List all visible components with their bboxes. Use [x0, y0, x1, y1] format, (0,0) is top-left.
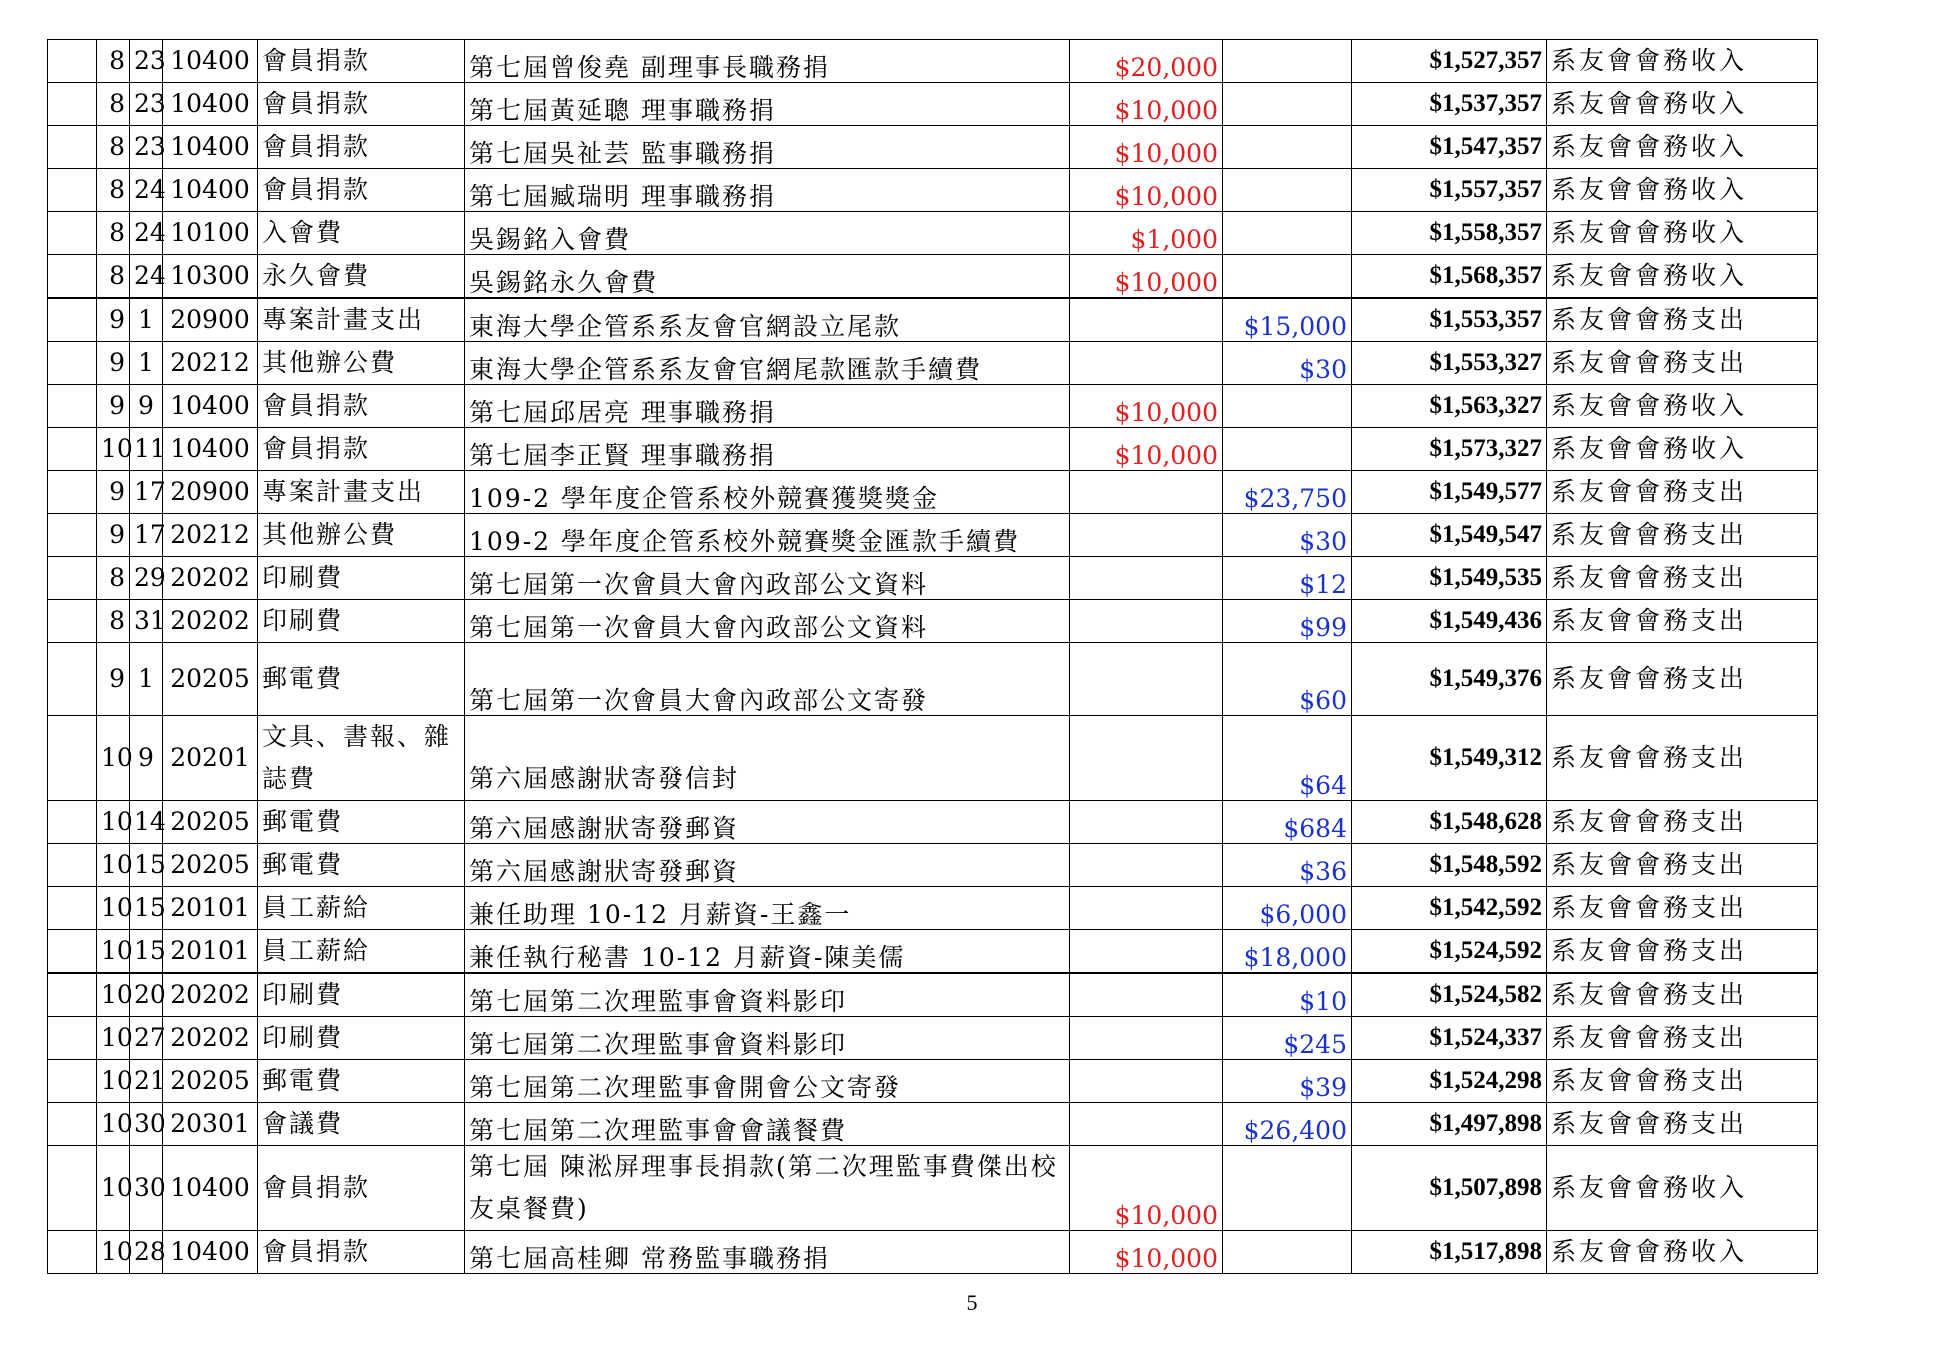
- category-cell: 入會費: [258, 212, 465, 255]
- account-code-cell: 10400: [163, 428, 258, 471]
- category-cell: 其他辦公費: [258, 514, 465, 557]
- expense-amount-cell: $30: [1223, 514, 1352, 557]
- month-cell: 8: [97, 212, 130, 255]
- balance-cell: $1,549,376: [1352, 643, 1547, 716]
- month-cell: 9: [97, 471, 130, 514]
- row-spacer-cell: [48, 428, 97, 471]
- category-cell: 會員捐款: [258, 428, 465, 471]
- account-code-cell: 10300: [163, 255, 258, 299]
- row-spacer-cell: [48, 930, 97, 974]
- month-cell: 10: [97, 716, 130, 801]
- day-cell: 30: [130, 1103, 163, 1146]
- income-amount-cell: [1070, 643, 1223, 716]
- account-code-cell: 20301: [163, 1103, 258, 1146]
- month-cell: 8: [97, 600, 130, 643]
- description-cell: 第七屆第一次會員大會內政部公文寄發: [465, 643, 1070, 716]
- balance-cell: $1,542,592: [1352, 887, 1547, 930]
- month-cell: 8: [97, 126, 130, 169]
- expense-amount-cell: $60: [1223, 643, 1352, 716]
- row-spacer-cell: [48, 298, 97, 342]
- row-spacer-cell: [48, 1231, 97, 1274]
- category-cell: 永久會費: [258, 255, 465, 299]
- expense-amount-cell: [1223, 255, 1352, 299]
- row-spacer-cell: [48, 385, 97, 428]
- account-code-cell: 20201: [163, 716, 258, 801]
- entry-type-cell: 系友會會務支出: [1547, 600, 1818, 643]
- description-cell: 吳錫銘入會費: [465, 212, 1070, 255]
- balance-cell: $1,553,357: [1352, 298, 1547, 342]
- table-row: [48, 1060, 1818, 1103]
- day-cell: 31: [130, 600, 163, 643]
- category-cell: 郵電費: [258, 844, 465, 887]
- row-spacer-cell: [48, 973, 97, 1017]
- day-cell: 1: [130, 643, 163, 716]
- month-cell: 8: [97, 557, 130, 600]
- income-amount-cell: [1070, 471, 1223, 514]
- day-cell: 9: [130, 716, 163, 801]
- account-code-cell: 20202: [163, 973, 258, 1017]
- day-cell: 24: [130, 212, 163, 255]
- table-row: [48, 643, 1818, 716]
- row-spacer-cell: [48, 342, 97, 385]
- table-row: [48, 298, 1818, 342]
- row-spacer-cell: [48, 1146, 97, 1231]
- entry-type-cell: 系友會會務支出: [1547, 514, 1818, 557]
- expense-amount-cell: $10: [1223, 973, 1352, 1017]
- expense-amount-cell: [1223, 1146, 1352, 1231]
- income-amount-cell: [1070, 1060, 1223, 1103]
- description-cell: 109-2 學年度企管系校外競賽獎金匯款手續費: [465, 514, 1070, 557]
- day-cell: 15: [130, 930, 163, 974]
- account-code-cell: 20205: [163, 643, 258, 716]
- category-cell: 郵電費: [258, 643, 465, 716]
- account-code-cell: 10400: [163, 40, 258, 83]
- account-code-cell: 10400: [163, 385, 258, 428]
- row-spacer-cell: [48, 801, 97, 844]
- day-cell: 15: [130, 887, 163, 930]
- account-code-cell: 20101: [163, 887, 258, 930]
- table-row: [48, 1231, 1818, 1274]
- category-cell: 郵電費: [258, 1060, 465, 1103]
- income-amount-cell: $10,000: [1070, 126, 1223, 169]
- table-row: [48, 428, 1818, 471]
- month-cell: 8: [97, 255, 130, 299]
- account-code-cell: 20212: [163, 514, 258, 557]
- table-row: [48, 844, 1818, 887]
- description-cell: 第七屆第二次理監事會開會公文寄發: [465, 1060, 1070, 1103]
- day-cell: 23: [130, 40, 163, 83]
- row-spacer-cell: [48, 1060, 97, 1103]
- income-amount-cell: $10,000: [1070, 83, 1223, 126]
- income-amount-cell: $10,000: [1070, 255, 1223, 299]
- page-number: 5: [966, 1290, 978, 1315]
- day-cell: 15: [130, 844, 163, 887]
- row-spacer-cell: [48, 1017, 97, 1060]
- expense-amount-cell: $23,750: [1223, 471, 1352, 514]
- income-amount-cell: [1070, 342, 1223, 385]
- account-code-cell: 20212: [163, 342, 258, 385]
- expense-amount-cell: [1223, 83, 1352, 126]
- expense-amount-cell: [1223, 428, 1352, 471]
- account-code-cell: 20202: [163, 600, 258, 643]
- month-cell: 10: [97, 428, 130, 471]
- table-row: [48, 801, 1818, 844]
- balance-cell: $1,549,547: [1352, 514, 1547, 557]
- account-code-cell: 20900: [163, 471, 258, 514]
- description-cell: 第七屆 陳淞屏理事長捐款(第二次理監事費傑出校友桌餐費): [465, 1146, 1070, 1231]
- row-spacer-cell: [48, 557, 97, 600]
- account-code-cell: 10400: [163, 83, 258, 126]
- balance-cell: $1,549,436: [1352, 600, 1547, 643]
- day-cell: 14: [130, 801, 163, 844]
- row-spacer-cell: [48, 212, 97, 255]
- category-cell: 印刷費: [258, 557, 465, 600]
- category-cell: 會員捐款: [258, 83, 465, 126]
- row-spacer-cell: [48, 716, 97, 801]
- table-row: [48, 385, 1818, 428]
- category-cell: 員工薪給: [258, 887, 465, 930]
- table-row: [48, 40, 1818, 83]
- ledger-body: [48, 40, 1818, 1274]
- income-amount-cell: $20,000: [1070, 40, 1223, 83]
- table-row: [48, 600, 1818, 643]
- row-spacer-cell: [48, 1103, 97, 1146]
- month-cell: 9: [97, 342, 130, 385]
- account-code-cell: 20202: [163, 1017, 258, 1060]
- entry-type-cell: 系友會會務收入: [1547, 169, 1818, 212]
- description-cell: 第七屆第二次理監事會資料影印: [465, 1017, 1070, 1060]
- entry-type-cell: 系友會會務支出: [1547, 801, 1818, 844]
- expense-amount-cell: $39: [1223, 1060, 1352, 1103]
- description-cell: 第七屆臧瑞明 理事職務捐: [465, 169, 1070, 212]
- income-amount-cell: [1070, 600, 1223, 643]
- balance-cell: $1,548,628: [1352, 801, 1547, 844]
- expense-amount-cell: $30: [1223, 342, 1352, 385]
- balance-cell: $1,527,357: [1352, 40, 1547, 83]
- month-cell: 10: [97, 844, 130, 887]
- month-cell: 10: [97, 1103, 130, 1146]
- income-amount-cell: [1070, 514, 1223, 557]
- entry-type-cell: 系友會會務支出: [1547, 1017, 1818, 1060]
- month-cell: 10: [97, 1017, 130, 1060]
- day-cell: 28: [130, 1231, 163, 1274]
- expense-amount-cell: $12: [1223, 557, 1352, 600]
- entry-type-cell: 系友會會務收入: [1547, 126, 1818, 169]
- table-row: [48, 83, 1818, 126]
- category-cell: 會員捐款: [258, 1231, 465, 1274]
- expense-amount-cell: $245: [1223, 1017, 1352, 1060]
- balance-cell: $1,547,357: [1352, 126, 1547, 169]
- account-code-cell: 20202: [163, 557, 258, 600]
- income-amount-cell: $10,000: [1070, 428, 1223, 471]
- expense-amount-cell: [1223, 212, 1352, 255]
- table-row: [48, 342, 1818, 385]
- balance-cell: $1,557,357: [1352, 169, 1547, 212]
- day-cell: 17: [130, 471, 163, 514]
- day-cell: 9: [130, 385, 163, 428]
- income-amount-cell: [1070, 298, 1223, 342]
- expense-amount-cell: [1223, 169, 1352, 212]
- row-spacer-cell: [48, 169, 97, 212]
- expense-amount-cell: [1223, 40, 1352, 83]
- row-spacer-cell: [48, 844, 97, 887]
- balance-cell: $1,558,357: [1352, 212, 1547, 255]
- category-cell: 專案計畫支出: [258, 471, 465, 514]
- table-row: [48, 1146, 1818, 1231]
- category-cell: 會員捐款: [258, 126, 465, 169]
- month-cell: 10: [97, 930, 130, 974]
- account-code-cell: 20101: [163, 930, 258, 974]
- entry-type-cell: 系友會會務支出: [1547, 557, 1818, 600]
- month-cell: 10: [97, 973, 130, 1017]
- row-spacer-cell: [48, 600, 97, 643]
- balance-cell: $1,524,592: [1352, 930, 1547, 974]
- description-cell: 第七屆吳祉芸 監事職務捐: [465, 126, 1070, 169]
- description-cell: 第七屆黃延聰 理事職務捐: [465, 83, 1070, 126]
- month-cell: 8: [97, 83, 130, 126]
- category-cell: 會員捐款: [258, 385, 465, 428]
- income-amount-cell: [1070, 1017, 1223, 1060]
- category-cell: 會員捐款: [258, 40, 465, 83]
- day-cell: 27: [130, 1017, 163, 1060]
- day-cell: 1: [130, 342, 163, 385]
- balance-cell: $1,548,592: [1352, 844, 1547, 887]
- expense-amount-cell: $26,400: [1223, 1103, 1352, 1146]
- balance-cell: $1,568,357: [1352, 255, 1547, 299]
- row-spacer-cell: [48, 255, 97, 299]
- entry-type-cell: 系友會會務支出: [1547, 1103, 1818, 1146]
- month-cell: 9: [97, 298, 130, 342]
- day-cell: 11: [130, 428, 163, 471]
- description-cell: 第七屆李正賢 理事職務捐: [465, 428, 1070, 471]
- month-cell: 8: [97, 40, 130, 83]
- category-cell: 會員捐款: [258, 1146, 465, 1231]
- account-code-cell: 20205: [163, 1060, 258, 1103]
- balance-cell: $1,524,337: [1352, 1017, 1547, 1060]
- income-amount-cell: [1070, 973, 1223, 1017]
- balance-cell: $1,537,357: [1352, 83, 1547, 126]
- description-cell: 第七屆曾俊堯 副理事長職務捐: [465, 40, 1070, 83]
- balance-cell: $1,524,582: [1352, 973, 1547, 1017]
- expense-amount-cell: $18,000: [1223, 930, 1352, 974]
- description-cell: 第七屆第二次理監事會會議餐費: [465, 1103, 1070, 1146]
- description-cell: 第七屆邱居亮 理事職務捐: [465, 385, 1070, 428]
- balance-cell: $1,507,898: [1352, 1146, 1547, 1231]
- account-code-cell: 20205: [163, 844, 258, 887]
- day-cell: 23: [130, 126, 163, 169]
- income-amount-cell: [1070, 930, 1223, 974]
- account-code-cell: 10400: [163, 169, 258, 212]
- month-cell: 9: [97, 514, 130, 557]
- description-cell: 東海大學企管系系友會官網尾款匯款手續費: [465, 342, 1070, 385]
- description-cell: 兼任執行秘書 10-12 月薪資-陳美儒: [465, 930, 1070, 974]
- day-cell: 23: [130, 83, 163, 126]
- description-cell: 第七屆第一次會員大會內政部公文資料: [465, 600, 1070, 643]
- row-spacer-cell: [48, 471, 97, 514]
- month-cell: 10: [97, 801, 130, 844]
- balance-cell: $1,549,577: [1352, 471, 1547, 514]
- month-cell: 9: [97, 385, 130, 428]
- balance-cell: $1,524,298: [1352, 1060, 1547, 1103]
- day-cell: 29: [130, 557, 163, 600]
- account-code-cell: 10400: [163, 1146, 258, 1231]
- day-cell: 24: [130, 169, 163, 212]
- expense-amount-cell: [1223, 126, 1352, 169]
- day-cell: 1: [130, 298, 163, 342]
- category-cell: 專案計畫支出: [258, 298, 465, 342]
- description-cell: 第六屆感謝狀寄發郵資: [465, 844, 1070, 887]
- table-row: [48, 471, 1818, 514]
- row-spacer-cell: [48, 126, 97, 169]
- entry-type-cell: 系友會會務支出: [1547, 930, 1818, 974]
- income-amount-cell: [1070, 716, 1223, 801]
- row-spacer-cell: [48, 887, 97, 930]
- entry-type-cell: 系友會會務收入: [1547, 83, 1818, 126]
- entry-type-cell: 系友會會務收入: [1547, 212, 1818, 255]
- expense-amount-cell: $99: [1223, 600, 1352, 643]
- day-cell: 20: [130, 973, 163, 1017]
- entry-type-cell: 系友會會務收入: [1547, 40, 1818, 83]
- entry-type-cell: 系友會會務收入: [1547, 428, 1818, 471]
- day-cell: 17: [130, 514, 163, 557]
- expense-amount-cell: $684: [1223, 801, 1352, 844]
- month-cell: 10: [97, 1146, 130, 1231]
- entry-type-cell: 系友會會務支出: [1547, 844, 1818, 887]
- account-code-cell: 20900: [163, 298, 258, 342]
- account-code-cell: 10100: [163, 212, 258, 255]
- income-amount-cell: $10,000: [1070, 385, 1223, 428]
- income-amount-cell: [1070, 1103, 1223, 1146]
- category-cell: 印刷費: [258, 973, 465, 1017]
- description-cell: 吳錫銘永久會費: [465, 255, 1070, 299]
- day-cell: 21: [130, 1060, 163, 1103]
- month-cell: 9: [97, 643, 130, 716]
- entry-type-cell: 系友會會務收入: [1547, 385, 1818, 428]
- description-cell: 第七屆高桂卿 常務監事職務捐: [465, 1231, 1070, 1274]
- category-cell: 印刷費: [258, 600, 465, 643]
- day-cell: 24: [130, 255, 163, 299]
- category-cell: 文具、書報、雜誌費: [258, 716, 465, 801]
- description-cell: 第六屆感謝狀寄發郵資: [465, 801, 1070, 844]
- entry-type-cell: 系友會會務收入: [1547, 1231, 1818, 1274]
- entry-type-cell: 系友會會務收入: [1547, 1146, 1818, 1231]
- balance-cell: $1,553,327: [1352, 342, 1547, 385]
- description-cell: 東海大學企管系系友會官網設立尾款: [465, 298, 1070, 342]
- table-row: [48, 930, 1818, 974]
- income-amount-cell: [1070, 844, 1223, 887]
- month-cell: 10: [97, 1060, 130, 1103]
- expense-amount-cell: $15,000: [1223, 298, 1352, 342]
- description-cell: 第六屆感謝狀寄發信封: [465, 716, 1070, 801]
- balance-cell: $1,549,535: [1352, 557, 1547, 600]
- account-code-cell: 10400: [163, 1231, 258, 1274]
- table-row: [48, 126, 1818, 169]
- row-spacer-cell: [48, 40, 97, 83]
- account-code-cell: 10400: [163, 126, 258, 169]
- expense-amount-cell: $36: [1223, 844, 1352, 887]
- month-cell: 10: [97, 887, 130, 930]
- description-cell: 第七屆第一次會員大會內政部公文資料: [465, 557, 1070, 600]
- expense-amount-cell: $6,000: [1223, 887, 1352, 930]
- category-cell: 印刷費: [258, 1017, 465, 1060]
- income-amount-cell: $10,000: [1070, 1231, 1223, 1274]
- entry-type-cell: 系友會會務支出: [1547, 716, 1818, 801]
- description-cell: 第七屆第二次理監事會資料影印: [465, 973, 1070, 1017]
- balance-cell: $1,497,898: [1352, 1103, 1547, 1146]
- row-spacer-cell: [48, 514, 97, 557]
- table-row: [48, 1017, 1818, 1060]
- expense-amount-cell: $64: [1223, 716, 1352, 801]
- account-code-cell: 20205: [163, 801, 258, 844]
- table-row: [48, 887, 1818, 930]
- entry-type-cell: 系友會會務支出: [1547, 1060, 1818, 1103]
- month-cell: 8: [97, 169, 130, 212]
- category-cell: 會員捐款: [258, 169, 465, 212]
- expense-amount-cell: [1223, 385, 1352, 428]
- balance-cell: $1,517,898: [1352, 1231, 1547, 1274]
- entry-type-cell: 系友會會務收入: [1547, 255, 1818, 299]
- balance-cell: $1,549,312: [1352, 716, 1547, 801]
- month-cell: 10: [97, 1231, 130, 1274]
- entry-type-cell: 系友會會務支出: [1547, 973, 1818, 1017]
- income-amount-cell: [1070, 887, 1223, 930]
- income-amount-cell: [1070, 557, 1223, 600]
- description-cell: 109-2 學年度企管系校外競賽獲獎獎金: [465, 471, 1070, 514]
- category-cell: 郵電費: [258, 801, 465, 844]
- income-amount-cell: $10,000: [1070, 1146, 1223, 1231]
- table-row: [48, 1103, 1818, 1146]
- income-amount-cell: [1070, 801, 1223, 844]
- income-amount-cell: $1,000: [1070, 212, 1223, 255]
- income-amount-cell: $10,000: [1070, 169, 1223, 212]
- table-row: [48, 973, 1818, 1017]
- table-row: [48, 514, 1818, 557]
- ledger-table: [47, 39, 1818, 1274]
- entry-type-cell: 系友會會務支出: [1547, 342, 1818, 385]
- table-row: [48, 716, 1818, 801]
- entry-type-cell: 系友會會務支出: [1547, 643, 1818, 716]
- entry-type-cell: 系友會會務支出: [1547, 887, 1818, 930]
- category-cell: 其他辦公費: [258, 342, 465, 385]
- balance-cell: $1,563,327: [1352, 385, 1547, 428]
- entry-type-cell: 系友會會務支出: [1547, 298, 1818, 342]
- table-row: [48, 169, 1818, 212]
- table-row: [48, 255, 1818, 299]
- row-spacer-cell: [48, 643, 97, 716]
- table-row: [48, 212, 1818, 255]
- entry-type-cell: 系友會會務支出: [1547, 471, 1818, 514]
- row-spacer-cell: [48, 83, 97, 126]
- table-row: [48, 557, 1818, 600]
- category-cell: 員工薪給: [258, 930, 465, 974]
- category-cell: 會議費: [258, 1103, 465, 1146]
- day-cell: 30: [130, 1146, 163, 1231]
- balance-cell: $1,573,327: [1352, 428, 1547, 471]
- description-cell: 兼任助理 10-12 月薪資-王鑫一: [465, 887, 1070, 930]
- expense-amount-cell: [1223, 1231, 1352, 1274]
